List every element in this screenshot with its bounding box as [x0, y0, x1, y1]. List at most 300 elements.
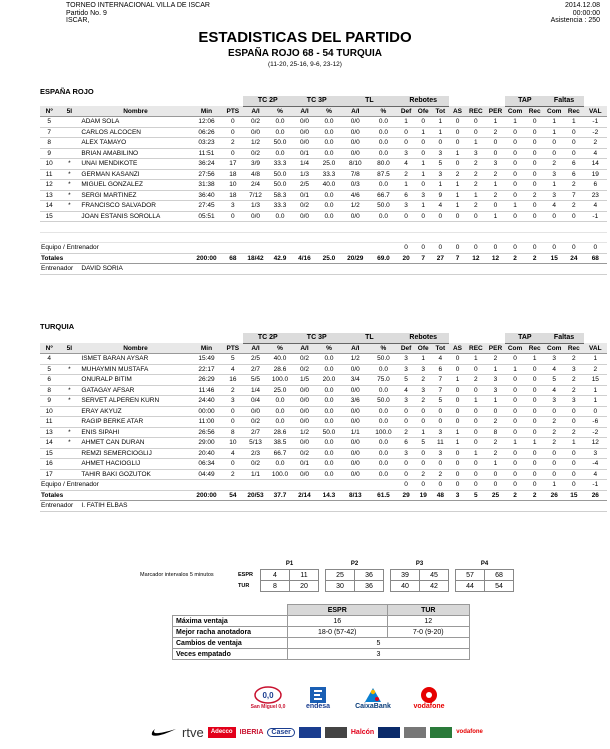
column-header: A/I	[341, 343, 369, 354]
stat-cell: 4/8	[243, 169, 267, 180]
player-row	[40, 396, 607, 407]
stat-cell: 40.0	[268, 354, 292, 365]
stat-cell: 2	[415, 396, 432, 407]
stat-cell	[58, 127, 80, 138]
column-header: AS	[449, 106, 466, 117]
stat-cell: -6	[584, 417, 607, 428]
stat-cell: 1	[544, 180, 564, 191]
stat-cell: 25.0	[268, 385, 292, 396]
stat-cell: 0	[432, 138, 449, 149]
stat-cell: 0	[449, 117, 466, 128]
player-row	[40, 138, 607, 149]
stat-cell: 0	[449, 138, 466, 149]
stat-cell: 14	[40, 438, 58, 449]
stat-cell: 7	[415, 253, 432, 264]
stat-cell: 1	[505, 438, 525, 449]
stat-cell: 27:56	[191, 169, 223, 180]
stat-cell: 1	[449, 438, 466, 449]
interval-score: 39	[391, 570, 420, 581]
player-row	[40, 448, 607, 459]
stat-cell: 0	[525, 417, 545, 428]
summary-label: Cambios de ventaja	[173, 638, 288, 649]
stat-cell	[58, 211, 80, 222]
stat-cell: 0	[564, 459, 584, 470]
column-group-label: TL	[341, 96, 397, 106]
column-group-label: TL	[341, 333, 397, 343]
stat-cell: 0/0	[292, 406, 316, 417]
column-header: Com	[505, 106, 525, 117]
stat-cell: 0	[449, 417, 466, 428]
player-row	[40, 159, 607, 170]
stat-cell: 2	[564, 385, 584, 396]
stat-cell: 1	[584, 385, 607, 396]
column-group-label	[584, 333, 607, 343]
stat-cell: 200:00	[191, 253, 223, 264]
team-row-label: Equipo / Entrenador	[40, 480, 222, 491]
coach-label: Entrenador	[40, 264, 80, 275]
stat-cell: 0/0	[341, 417, 369, 428]
stat-cell: 0/2	[292, 364, 316, 375]
stat-cell: 0	[222, 459, 243, 470]
stat-cell: 0/0	[341, 448, 369, 459]
sponsor-logos-top	[250, 680, 452, 716]
stat-cell: 0	[544, 469, 564, 480]
stat-cell: 1	[486, 459, 506, 470]
stat-cell: 0	[486, 480, 506, 491]
stat-cell: *	[58, 201, 80, 212]
stat-cell: 29	[398, 490, 415, 501]
stat-cell: 0/0	[292, 396, 316, 407]
stat-cell: 4	[432, 354, 449, 365]
stat-cell: 26	[584, 490, 607, 501]
stat-cell: 1	[505, 117, 525, 128]
stat-cell	[58, 469, 80, 480]
stat-cell	[58, 448, 80, 459]
nike-logo	[150, 727, 178, 737]
stat-cell: 2	[466, 180, 486, 191]
column-header: AS	[449, 343, 466, 354]
box-score-espana	[40, 96, 607, 275]
stat-cell: 2	[415, 469, 432, 480]
stat-cell: 0	[525, 180, 545, 191]
stat-cell: 4	[544, 364, 564, 375]
team-name-espana: ESPAÑA ROJO	[40, 87, 94, 96]
stat-cell: 0/0	[341, 138, 369, 149]
stat-cell: 6	[398, 438, 415, 449]
player-name: ALEX TAMAYO	[80, 138, 190, 149]
stat-cell: 1	[466, 190, 486, 201]
column-header: Ofe	[415, 106, 432, 117]
stat-cell: 2	[222, 385, 243, 396]
stat-cell: 27:45	[191, 201, 223, 212]
stat-cell: 1	[449, 180, 466, 191]
stat-cell: 14	[584, 159, 607, 170]
interval-score: 36	[355, 581, 384, 592]
stat-cell: 1	[584, 396, 607, 407]
stat-cell: 0	[564, 480, 584, 491]
stat-cell: 0	[564, 243, 584, 254]
stat-cell: 0/0	[341, 117, 369, 128]
stat-cell: 0/1	[292, 148, 316, 159]
stat-cell: 0/1	[292, 190, 316, 201]
stat-cell: -2	[584, 427, 607, 438]
player-name: REMZI SEMERCIOGLIJ	[80, 448, 190, 459]
stat-cell: 0	[505, 159, 525, 170]
stat-cell: 1	[432, 127, 449, 138]
stat-cell: 3	[398, 354, 415, 365]
interval-score: 54	[485, 581, 514, 592]
stat-cell: 0/0	[243, 127, 267, 138]
interval-score: 11	[290, 570, 319, 581]
stat-cell: 0/0	[341, 469, 369, 480]
stat-cell: 5	[432, 159, 449, 170]
stat-cell	[58, 375, 80, 386]
stat-cell: 19	[415, 490, 432, 501]
stat-cell	[58, 354, 80, 365]
stat-cell: *	[58, 190, 80, 201]
stat-cell: 12	[486, 253, 506, 264]
tur-row-label: TUR	[238, 583, 250, 589]
stat-cell: 0	[505, 480, 525, 491]
player-name: JOAN ESTANIS SOROLLA	[80, 211, 190, 222]
player-name: ISMET BARAN AYSAR	[80, 354, 190, 365]
column-header: A/I	[243, 343, 267, 354]
stat-cell: 1	[525, 438, 545, 449]
stat-cell: 0	[415, 406, 432, 417]
stat-cell: 3	[415, 364, 432, 375]
stat-cell: 6	[584, 180, 607, 191]
stat-cell: 4	[398, 159, 415, 170]
stat-cell: 8	[40, 138, 58, 149]
stat-cell: 0	[222, 148, 243, 159]
stat-cell: 15	[584, 375, 607, 386]
stat-cell: 5	[40, 117, 58, 128]
intervals-label: Marcador intervalos 5 minutos	[140, 572, 214, 578]
player-name: ADAM SOLA	[80, 117, 190, 128]
stat-cell: 3	[398, 201, 415, 212]
period-label: P3	[415, 561, 424, 567]
stat-cell: 3	[486, 159, 506, 170]
stat-cell: 3	[432, 148, 449, 159]
stat-cell: 0	[564, 469, 584, 480]
stat-cell: 0/0	[292, 138, 316, 149]
stat-cell: 0/0	[341, 406, 369, 417]
column-header: A/I	[341, 106, 369, 117]
stat-cell: 18	[222, 190, 243, 201]
stat-cell: 0/0	[341, 364, 369, 375]
match-number: Partido No. 9	[66, 9, 107, 17]
column-header: Min	[191, 106, 223, 117]
stat-cell: 3/4	[341, 375, 369, 386]
stat-cell: 0	[432, 406, 449, 417]
empty-row	[40, 232, 607, 243]
player-row	[40, 385, 607, 396]
stat-cell: 4	[432, 201, 449, 212]
stat-cell: 0	[466, 127, 486, 138]
stat-cell: 0.0	[268, 406, 292, 417]
stat-cell: 4/16	[292, 253, 316, 264]
iberia-logo: IBERIA	[239, 728, 264, 736]
player-row	[40, 469, 607, 480]
stat-cell: 3	[486, 375, 506, 386]
stat-cell: 2	[222, 138, 243, 149]
column-group-label: TAP	[505, 96, 544, 106]
column-header: Rec	[564, 106, 584, 117]
totals-label: Totales	[40, 490, 191, 501]
stat-cell: 25.0	[317, 253, 341, 264]
stat-cell: 0	[525, 364, 545, 375]
stat-cell: 0.0	[268, 459, 292, 470]
stat-cell: 6	[398, 190, 415, 201]
stat-cell	[58, 148, 80, 159]
stat-cell: 0	[398, 138, 415, 149]
stat-cell: 0	[449, 469, 466, 480]
stat-cell: 2	[525, 253, 545, 264]
interval-score-table	[238, 559, 514, 592]
stat-cell: 0	[432, 459, 449, 470]
player-row	[40, 117, 607, 128]
stat-cell: 0.0	[268, 148, 292, 159]
stat-cell: 0/1	[292, 459, 316, 470]
player-row	[40, 354, 607, 365]
stat-cell: 0	[415, 417, 432, 428]
player-name: MIGUEL GONZALEZ	[80, 180, 190, 191]
stat-cell: 0	[466, 438, 486, 449]
column-header: VAL	[584, 106, 607, 117]
stat-cell: 36:24	[191, 159, 223, 170]
stat-cell: 0.0	[369, 364, 397, 375]
stat-cell: 3	[415, 190, 432, 201]
stat-cell: 11:00	[191, 417, 223, 428]
stat-cell: 0/0	[292, 469, 316, 480]
stat-cell: 0	[544, 459, 564, 470]
stat-cell: 1	[432, 180, 449, 191]
column-header: PER	[486, 106, 506, 117]
stat-cell: 8/10	[341, 159, 369, 170]
partial-scores: (11-20, 25-16, 9-6, 23-12)	[268, 61, 342, 68]
stat-cell: 05:51	[191, 211, 223, 222]
stat-cell: 5/5	[243, 375, 267, 386]
sponsor-badge-blue	[299, 727, 321, 738]
stat-cell: 0.0	[369, 448, 397, 459]
stat-cell: 3	[432, 169, 449, 180]
halcon-logo: Halcón	[350, 728, 375, 736]
stat-cell: 14	[40, 201, 58, 212]
stat-cell: 0/4	[243, 396, 267, 407]
attendance: Asistencia : 250	[550, 17, 600, 24]
stat-cell: -1	[584, 117, 607, 128]
stat-cell: 0	[525, 406, 545, 417]
stat-cell: 0/0	[292, 438, 316, 449]
stat-cell: 3	[449, 490, 466, 501]
player-row	[40, 417, 607, 428]
stat-cell: 2	[466, 375, 486, 386]
stat-cell: 0	[505, 385, 525, 396]
stat-cell: 68	[222, 253, 243, 264]
stat-cell: 1	[415, 169, 432, 180]
stat-cell: 5	[544, 375, 564, 386]
stat-cell: 33.3	[317, 169, 341, 180]
stat-cell: -1	[584, 211, 607, 222]
stat-cell: 0	[415, 117, 432, 128]
match-date: 2014.12.08	[564, 2, 600, 9]
stat-cell	[58, 138, 80, 149]
stat-cell: 0/0	[292, 385, 316, 396]
player-name: FRANCISCO SALVADOR	[80, 201, 190, 212]
stat-cell: 2	[432, 469, 449, 480]
stat-cell: 2	[415, 375, 432, 386]
player-name: GERMAN KASANZI	[80, 169, 190, 180]
stat-cell: 18	[222, 169, 243, 180]
stat-cell: 1	[466, 354, 486, 365]
column-header: Com	[544, 343, 564, 354]
column-header: 5I	[58, 106, 80, 117]
stat-cell: 0	[564, 448, 584, 459]
stat-cell: 7	[432, 375, 449, 386]
stat-cell: 0.0	[317, 406, 341, 417]
stat-cell: 0	[525, 127, 545, 138]
stat-cell: 2/7	[243, 427, 267, 438]
column-group-label: TC 2P	[243, 333, 292, 343]
coach-name: DAVID SORIA	[80, 264, 267, 275]
stat-cell: 0/2	[292, 448, 316, 459]
stat-cell: 3	[222, 396, 243, 407]
coach-label: Entrenador	[40, 501, 80, 512]
stat-cell: 1	[449, 375, 466, 386]
stat-cell: 16	[40, 459, 58, 470]
stat-cell: 0.0	[317, 364, 341, 375]
column-header-row	[40, 106, 607, 117]
stat-cell: 1	[449, 190, 466, 201]
stat-cell: 0	[222, 211, 243, 222]
stat-cell	[58, 406, 80, 417]
vodafone-logo: vodafone	[406, 683, 452, 713]
interval-score: 68	[485, 570, 514, 581]
stat-cell: 3	[544, 396, 564, 407]
stat-cell: 0	[505, 138, 525, 149]
stat-cell: -1	[584, 480, 607, 491]
stat-cell: 0.0	[268, 211, 292, 222]
stat-cell: 10	[222, 438, 243, 449]
stat-cell: 4	[584, 201, 607, 212]
stat-cell: 0	[466, 211, 486, 222]
stat-cell: 0	[525, 243, 545, 254]
player-name: SERGI MARTINEZ	[80, 190, 190, 201]
column-header: A/I	[292, 106, 316, 117]
stat-cell: 2	[466, 201, 486, 212]
stat-cell: 00:00	[191, 406, 223, 417]
stat-cell: 0/0	[341, 148, 369, 159]
stat-cell: *	[58, 427, 80, 438]
stat-cell: 0	[222, 417, 243, 428]
stat-cell: 5	[415, 438, 432, 449]
stat-cell: 1/2	[341, 354, 369, 365]
stat-cell: 7	[40, 127, 58, 138]
stat-cell: 9	[432, 190, 449, 201]
stat-cell: 27	[432, 253, 449, 264]
stat-cell: 8	[486, 427, 506, 438]
summary-value: 12	[387, 616, 469, 627]
interval-score: 45	[420, 570, 449, 581]
stat-cell: 1	[544, 480, 564, 491]
stat-cell: 0	[525, 211, 545, 222]
stat-cell: 80.0	[369, 159, 397, 170]
stat-cell: 0.0	[369, 138, 397, 149]
stat-cell: 0	[544, 406, 564, 417]
stat-cell: *	[58, 385, 80, 396]
column-group-label: Rebotes	[398, 96, 449, 106]
sponsor-badge-dark	[325, 727, 347, 738]
stat-cell: -4	[584, 459, 607, 470]
summary-value: 5	[288, 638, 470, 649]
stat-cell: 1/3	[292, 169, 316, 180]
stat-cell: 5	[40, 364, 58, 375]
stat-cell: -2	[584, 127, 607, 138]
column-header: Com	[544, 106, 564, 117]
stat-cell: 36:40	[191, 190, 223, 201]
stat-cell: 0	[544, 243, 564, 254]
stat-cell: 1	[486, 180, 506, 191]
stat-cell: 50.0	[268, 180, 292, 191]
stat-cell: 0/0	[292, 417, 316, 428]
stat-cell: 1/2	[341, 201, 369, 212]
stat-cell: 0/0	[292, 127, 316, 138]
stat-cell: 87.5	[369, 169, 397, 180]
summary-head-tur: TUR	[387, 605, 469, 616]
interval-score: 57	[456, 570, 485, 581]
stat-cell: 0/0	[341, 438, 369, 449]
stat-cell: 14.3	[317, 490, 341, 501]
stat-cell: 0	[415, 448, 432, 459]
stat-cell: 0	[449, 127, 466, 138]
stat-cell: 0.0	[369, 406, 397, 417]
stat-cell	[58, 417, 80, 428]
stat-cell: 1	[449, 201, 466, 212]
player-name: UNAI MENDIKOTE	[80, 159, 190, 170]
stat-cell: 2/5	[243, 354, 267, 365]
stat-cell: 2	[505, 490, 525, 501]
column-group-label	[449, 333, 505, 343]
stat-cell: 0/2	[292, 354, 316, 365]
player-row	[40, 406, 607, 417]
stat-cell: 4	[222, 448, 243, 459]
stat-cell: 0	[505, 469, 525, 480]
stat-cell: 0.0	[268, 117, 292, 128]
column-header: Nombre	[80, 106, 190, 117]
summary-value: 7-0 (9-20)	[387, 627, 469, 638]
stat-cell: 2	[525, 490, 545, 501]
stat-cell: 31:38	[191, 180, 223, 191]
stat-cell: 2	[584, 364, 607, 375]
stat-cell: *	[58, 364, 80, 375]
stat-cell: 0	[415, 211, 432, 222]
stat-cell: 26:56	[191, 427, 223, 438]
column-group-header	[40, 96, 607, 106]
stat-cell: 0	[398, 417, 415, 428]
stat-cell: 10	[40, 406, 58, 417]
stat-cell: 0.0	[317, 190, 341, 201]
svg-text:0,0: 0,0	[262, 691, 274, 700]
stat-cell: 0.0	[317, 127, 341, 138]
stat-cell: 2	[486, 354, 506, 365]
stat-cell: 0/2	[243, 459, 267, 470]
stat-cell: 1	[486, 396, 506, 407]
stat-cell: 0	[505, 211, 525, 222]
player-row	[40, 427, 607, 438]
sanmiguel-logo: 0,0 San Miguel 0,0	[250, 683, 286, 713]
stat-cell: 15	[564, 490, 584, 501]
player-name: SERVET ALPEREN KURN	[80, 396, 190, 407]
